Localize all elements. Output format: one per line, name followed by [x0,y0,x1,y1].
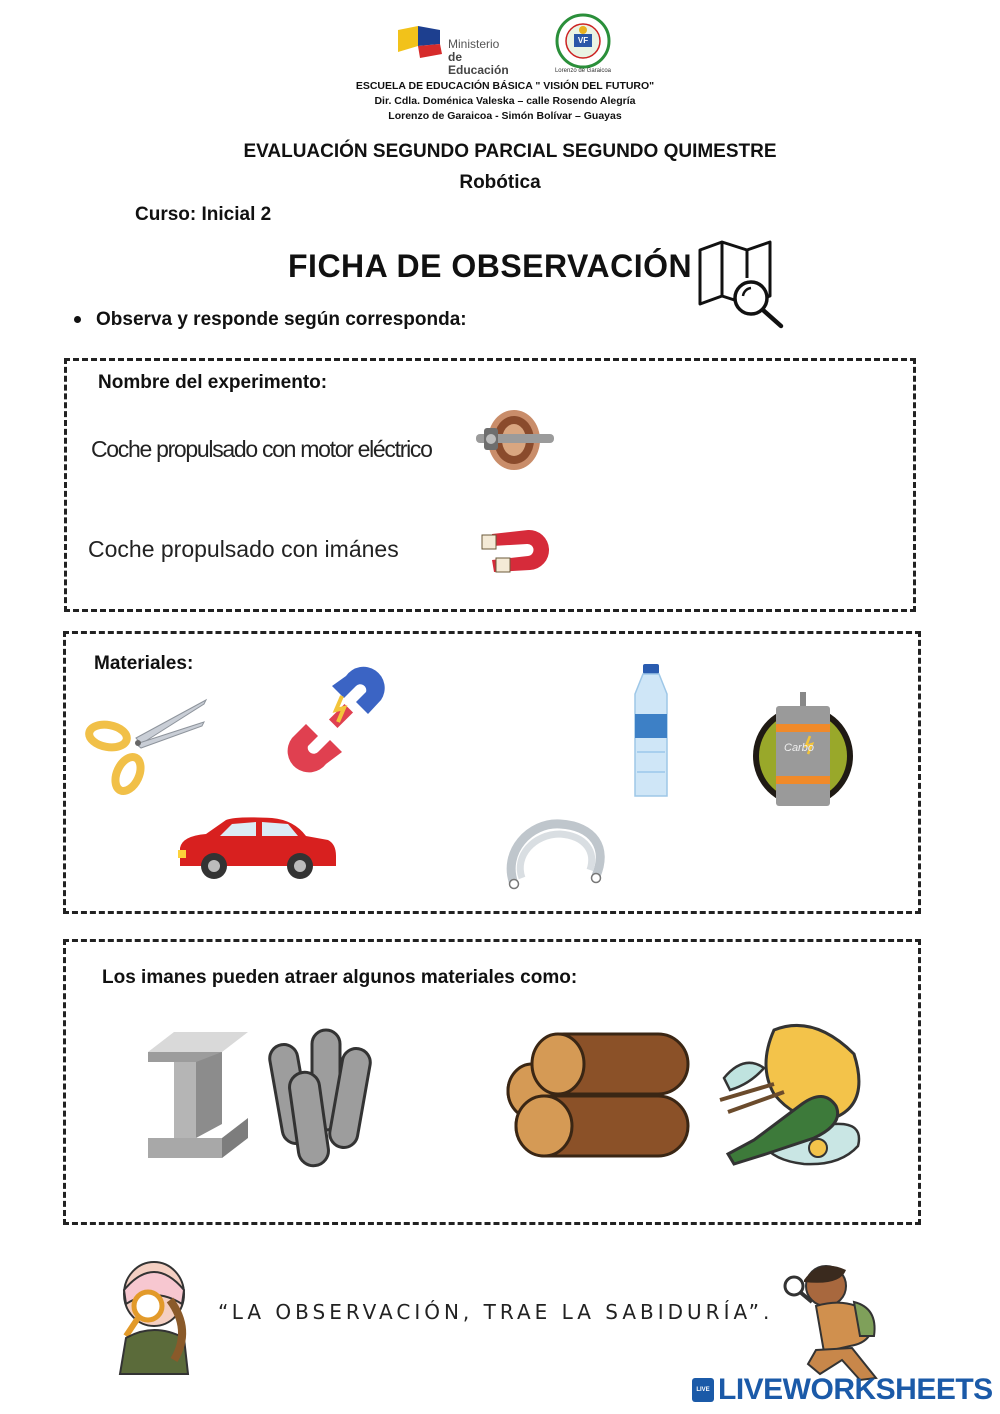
experiment-option-motor[interactable]: Coche propulsado con motor eléctrico [91,436,432,462]
girl-detective-icon [110,1260,196,1376]
exam-subject: Robótica [459,172,541,193]
instruction-text: Observa y responde según corresponda: [96,309,467,330]
instruction-bullet [74,316,81,323]
car-icon [176,814,340,880]
ministry-line1: Ministerio [448,37,500,51]
ecuador-flag-icon [396,24,446,62]
metal-pipes-icon [268,1024,376,1168]
course-label: Curso: Inicial 2 [135,204,272,225]
magnet-icon [286,670,396,770]
electric-motor-icon [474,404,558,476]
seal-caption: Lorenzo de Garaicoa [554,68,612,74]
attract-heading: Los imanes pueden atraer algunos materiales como: [102,967,578,988]
sheet-title: FICHA DE OBSERVACIÓN [288,248,693,284]
wood-logs-icon [492,1030,692,1160]
map-magnifier-icon [697,238,787,328]
closing-quote: “LA OBSERVACIÓN, TRAE LA SABIDURÍA”. [218,1300,774,1324]
seal-text: VF [577,36,589,45]
experiment-heading: Nombre del experimento: [98,372,328,393]
brand-badge [692,1378,714,1402]
plastic-tube-icon [500,812,612,892]
brand-wordmark[interactable]: LIVEWORKSHEETS [718,1373,993,1406]
ministry-line2: de Educación [448,50,509,77]
trash-pile-icon [714,1014,874,1178]
materials-heading: Materiales: [94,653,194,674]
iron-beam-icon [144,1028,254,1168]
school-address-2: Lorenzo de Garaicoa - Simón Bolívar – Guayas [388,110,622,122]
water-bottle-icon [627,662,675,800]
brand-badge-text: LIVE [696,1387,710,1393]
ministry-logo [396,24,526,77]
experiment-option-magnets[interactable]: Coche propulsado con imánes [88,536,399,562]
boy-detective-icon [780,1256,880,1382]
school-address-1: Dir. Cdla. Doménica Valeska – calle Rosendo Alegría [374,95,636,107]
motor-label: Carbo [784,742,814,754]
scissors-icon [86,696,208,796]
horseshoe-magnet-icon [478,522,558,578]
school-name: ESCUELA DE EDUCACIÓN BÁSICA " VISIÓN DEL FUTURO" [355,80,655,92]
exam-title: EVALUACIÓN SEGUNDO PARCIAL SEGUNDO QUIMESTRE [243,141,777,162]
school-seal [552,12,614,74]
